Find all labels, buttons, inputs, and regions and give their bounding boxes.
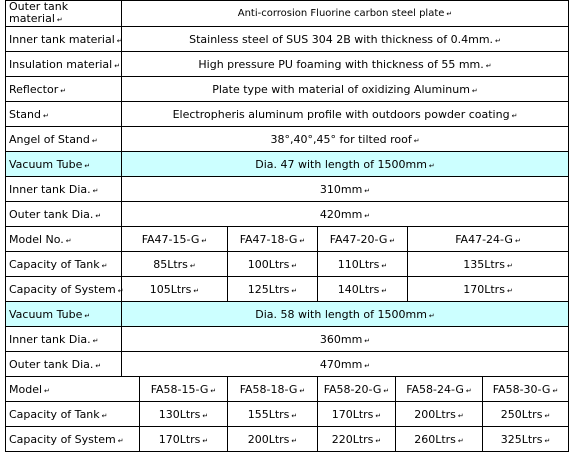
model-cell: FA58-15-G ↵ <box>140 377 228 402</box>
model-cell: FA58-18-G ↵ <box>228 377 318 402</box>
paragraph-mark-icon: ↵ <box>457 411 464 420</box>
paragraph-mark-icon: ↵ <box>92 186 99 195</box>
row-value: 38°,40°,45° for tilted roof ↵ <box>122 127 569 152</box>
paragraph-mark-icon: ↵ <box>471 86 478 95</box>
row-value: Dia. 47 with length of 1500mm ↵ <box>122 152 569 177</box>
paragraph-mark-icon: ↵ <box>117 286 124 295</box>
row-insulation-material <box>6 52 569 77</box>
paragraph-mark-icon: ↵ <box>428 311 435 320</box>
paragraph-mark-icon: ↵ <box>495 36 501 45</box>
paragraph-mark-icon: ↵ <box>389 236 396 245</box>
row-label: Outer tank Dia. ↵ <box>6 352 122 377</box>
paragraph-mark-icon: ↵ <box>299 386 306 395</box>
paragraph-mark-icon: ↵ <box>506 261 513 270</box>
paragraph-mark-icon: ↵ <box>544 411 551 420</box>
capacity-cell: 200Ltrs ↵ <box>228 427 318 452</box>
paragraph-mark-icon: ↵ <box>84 311 91 320</box>
capacity-cell: 85Ltrs ↵ <box>122 252 228 277</box>
row-label: Model ↵ <box>6 377 140 402</box>
model-cell: FA47-24-G ↵ <box>408 227 569 252</box>
row-label: Outer tank Dia. ↵ <box>6 202 122 227</box>
row-label: Outer tank material ↵ <box>6 1 122 27</box>
row-inner-tank-material <box>6 27 569 52</box>
paragraph-mark-icon: ↵ <box>116 36 123 45</box>
paragraph-mark-icon: ↵ <box>364 336 371 345</box>
capacity-cell: 140Ltrs ↵ <box>318 277 408 302</box>
capacity-cell: 170Ltrs ↵ <box>408 277 569 302</box>
paragraph-mark-icon: ↵ <box>117 436 124 445</box>
paragraph-mark-icon: ↵ <box>101 411 108 420</box>
row-label: Insulation material ↵ <box>6 52 122 77</box>
capacity-cell: 100Ltrs ↵ <box>228 252 318 277</box>
paragraph-mark-icon: ↵ <box>375 411 382 420</box>
paragraph-mark-icon: ↵ <box>506 286 513 295</box>
paragraph-mark-icon: ↵ <box>56 16 63 24</box>
capacity-cell: 325Ltrs ↵ <box>483 427 569 452</box>
model-cell: FA58-20-G ↵ <box>318 377 396 402</box>
paragraph-mark-icon: ↵ <box>291 436 298 445</box>
row-label: Capacity of Tank ↵ <box>6 402 140 427</box>
paragraph-mark-icon: ↵ <box>210 386 217 395</box>
row-fa47-inner-dia <box>6 177 569 202</box>
paragraph-mark-icon: ↵ <box>457 436 464 445</box>
row-value: High pressure PU foaming with thickness of 55 mm. ↵ <box>122 52 569 77</box>
capacity-cell: 200Ltrs ↵ <box>396 402 483 427</box>
row-angel-of-stand <box>6 127 569 152</box>
paragraph-mark-icon: ↵ <box>91 136 98 145</box>
row-fa58-model <box>6 377 569 402</box>
row-value: 420mm ↵ <box>122 202 569 227</box>
paragraph-mark-icon: ↵ <box>193 286 200 295</box>
row-value: Stainless steel of SUS 304 2B with thickness of 0.4mm. ↵ <box>122 27 569 52</box>
paragraph-mark-icon: ↵ <box>383 386 390 395</box>
row-value: Anti-corrosion Fluorine carbon steel plate ↵ <box>122 1 569 27</box>
row-value: Electropheris aluminum profile with outdoors powder coating ↵ <box>122 102 569 127</box>
capacity-cell: 220Ltrs ↵ <box>318 427 396 452</box>
paragraph-mark-icon: ↵ <box>544 436 551 445</box>
paragraph-mark-icon: ↵ <box>291 286 298 295</box>
paragraph-mark-icon: ↵ <box>44 386 50 395</box>
row-fa58-vacuum-tube <box>6 302 569 327</box>
row-fa58-inner-dia <box>6 327 569 352</box>
row-label: Vacuum Tube ↵ <box>6 302 122 327</box>
paragraph-mark-icon: ↵ <box>101 261 108 270</box>
paragraph-mark-icon: ↵ <box>291 261 298 270</box>
row-value: 470mm ↵ <box>122 352 569 377</box>
capacity-cell: 110Ltrs ↵ <box>318 252 408 277</box>
paragraph-mark-icon: ↵ <box>43 111 49 120</box>
capacity-cell: 170Ltrs ↵ <box>140 427 228 452</box>
paragraph-mark-icon: ↵ <box>381 261 388 270</box>
capacity-cell: 170Ltrs ↵ <box>318 402 396 427</box>
paragraph-mark-icon: ↵ <box>552 386 559 395</box>
paragraph-mark-icon: ↵ <box>291 411 298 420</box>
row-label: Inner tank Dia. ↵ <box>6 327 122 352</box>
row-fa47-vacuum-tube <box>6 152 569 177</box>
row-fa47-outer-dia <box>6 202 569 227</box>
row-label: Stand ↵ <box>6 102 122 127</box>
model-cell: FA58-24-G ↵ <box>396 377 483 402</box>
row-fa58-outer-dia <box>6 352 569 377</box>
paragraph-mark-icon: ↵ <box>375 436 382 445</box>
paragraph-mark-icon: ↵ <box>65 236 72 245</box>
row-label: Capacity of System ↵ <box>6 427 140 452</box>
row-label: Reflector ↵ <box>6 77 122 102</box>
capacity-cell: 135Ltrs ↵ <box>408 252 569 277</box>
paragraph-mark-icon: ↵ <box>511 111 518 120</box>
paragraph-mark-icon: ↵ <box>60 86 67 95</box>
row-value: Dia. 58 with length of 1500mm ↵ <box>122 302 569 327</box>
row-stand <box>6 102 569 127</box>
capacity-cell: 250Ltrs ↵ <box>483 402 569 427</box>
model-cell: FA58-30-G ↵ <box>483 377 569 402</box>
paragraph-mark-icon: ↵ <box>413 136 420 145</box>
row-value: Plate type with material of oxidizing Aluminum ↵ <box>122 77 569 102</box>
paragraph-mark-icon: ↵ <box>95 211 102 220</box>
paragraph-mark-icon: ↵ <box>202 436 209 445</box>
paragraph-mark-icon: ↵ <box>189 261 196 270</box>
paragraph-mark-icon: ↵ <box>514 236 521 245</box>
capacity-cell: 260Ltrs ↵ <box>396 427 483 452</box>
paragraph-mark-icon: ↵ <box>201 236 208 245</box>
row-fa58-tank-capacity <box>6 402 569 427</box>
row-label: Capacity of System ↵ <box>6 277 122 302</box>
row-outer-tank-material <box>6 1 569 27</box>
row-label: Vacuum Tube ↵ <box>6 152 122 177</box>
paragraph-mark-icon: ↵ <box>364 361 371 370</box>
paragraph-mark-icon: ↵ <box>428 161 435 170</box>
model-cell: FA47-20-G ↵ <box>318 227 408 252</box>
row-label: Capacity of Tank ↵ <box>6 252 122 277</box>
capacity-cell: 155Ltrs ↵ <box>228 402 318 427</box>
model-cell: FA47-18-G ↵ <box>228 227 318 252</box>
model-cell: FA47-15-G ↵ <box>122 227 228 252</box>
row-fa47-model <box>6 227 569 252</box>
row-fa58-system-capacity <box>6 427 569 452</box>
paragraph-mark-icon: ↵ <box>92 336 99 345</box>
paragraph-mark-icon: ↵ <box>485 61 492 70</box>
row-fa47-system-capacity <box>6 277 569 302</box>
paragraph-mark-icon: ↵ <box>381 286 388 295</box>
capacity-cell: 105Ltrs ↵ <box>122 277 228 302</box>
row-label: Inner tank Dia. ↵ <box>6 177 122 202</box>
spec-table <box>5 0 569 452</box>
row-label: Angel of Stand ↵ <box>6 127 122 152</box>
row-reflector <box>6 77 569 102</box>
paragraph-mark-icon: ↵ <box>364 211 371 220</box>
paragraph-mark-icon: ↵ <box>299 236 306 245</box>
capacity-cell: 125Ltrs ↵ <box>228 277 318 302</box>
paragraph-mark-icon: ↵ <box>465 386 472 395</box>
paragraph-mark-icon: ↵ <box>202 411 209 420</box>
row-value: 310mm ↵ <box>122 177 569 202</box>
row-label: Model No. ↵ <box>6 227 122 252</box>
row-fa47-tank-capacity <box>6 252 569 277</box>
paragraph-mark-icon: ↵ <box>114 61 121 70</box>
paragraph-mark-icon: ↵ <box>446 10 453 18</box>
paragraph-mark-icon: ↵ <box>364 186 371 195</box>
row-label: Inner tank material ↵ <box>6 27 122 52</box>
capacity-cell: 130Ltrs ↵ <box>140 402 228 427</box>
row-value: 360mm ↵ <box>122 327 569 352</box>
paragraph-mark-icon: ↵ <box>95 361 102 370</box>
paragraph-mark-icon: ↵ <box>84 161 91 170</box>
